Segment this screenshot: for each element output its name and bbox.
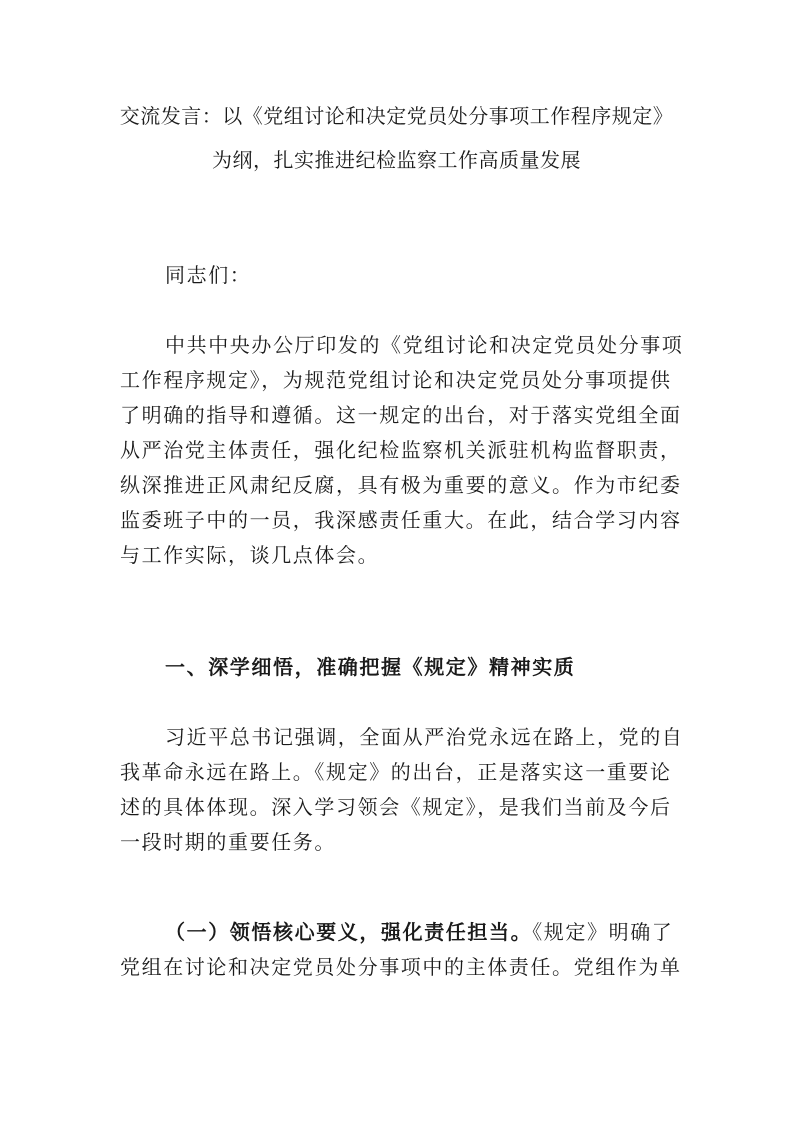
section-1-paragraph <box>120 720 688 860</box>
section-1-line-4: 一段时期的重要任务。 <box>120 830 336 854</box>
subsection-1-first-line-rest: 《规定》明确了 <box>532 920 674 944</box>
intro-line-3: 了明确的指导和遵循。这一规定的出台，对于落实党组全面 <box>120 403 682 427</box>
subsection-1-heading: （一）领悟核心要义，强化责任担当。 <box>165 920 533 944</box>
intro-line-5: 纵深推进正风肃纪反腐，具有极为重要的意义。作为市纪委 <box>120 473 682 497</box>
section-1-heading-paragraph <box>120 650 688 685</box>
intro-line-7: 与工作实际，谈几点体会。 <box>120 543 380 567</box>
intro-line-6: 监委班子中的一员，我深感责任重大。在此，结合学习内容 <box>120 508 682 532</box>
intro-paragraph <box>120 328 688 573</box>
subsection-1-first-line <box>120 915 688 950</box>
subsection-1-line-2: 党组在讨论和决定党员处分事项中的主体责任。党组作为单 <box>120 955 682 979</box>
subsection-1-paragraph <box>120 915 688 985</box>
section-1-heading: 一、深学细悟，准确把握《规定》精神实质 <box>165 655 576 679</box>
section-1-line-3: 述的具体体现。深入学习领会《规定》，是我们当前及今后 <box>120 795 672 819</box>
salutation: 同志们： <box>165 263 252 287</box>
section-1-line-1: 习近平总书记强调，全面从严治党永远在路上，党的自 <box>165 725 684 749</box>
intro-line-1: 中共中央办公厅印发的《党组讨论和决定党员处分事项 <box>165 333 684 357</box>
document-title-line-1: 交流发言：以《党组讨论和决定党员处分事项工作程序规定》 <box>119 104 674 128</box>
intro-line-2: 工作程序规定》，为规范党组讨论和决定党员处分事项提供 <box>120 368 672 392</box>
salutation-paragraph <box>120 258 688 293</box>
intro-line-4: 从严治党主体责任，强化纪检监察机关派驻机构监督职责， <box>120 438 682 462</box>
document-title-line-2: 为纲，扎实推进纪检监察工作高质量发展 <box>212 148 581 172</box>
section-1-line-2: 我革命永远在路上。《规定》的出台，正是落实这一重要论 <box>120 760 672 784</box>
